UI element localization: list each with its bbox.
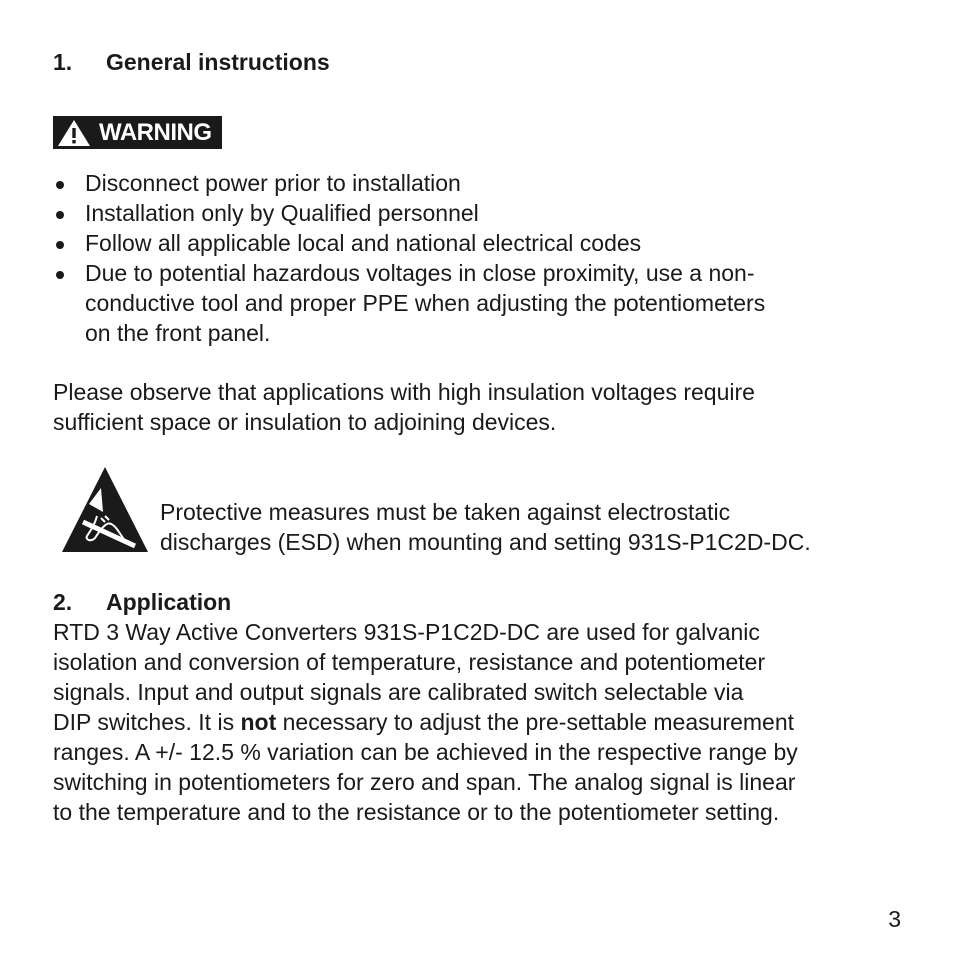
list-item-text: on the front panel. bbox=[85, 320, 271, 346]
insulation-note bbox=[53, 377, 755, 437]
bullet-dot bbox=[56, 271, 64, 279]
list-item bbox=[53, 228, 873, 258]
paragraph-line: sufficient space or insulation to adjoining devices. bbox=[53, 409, 557, 435]
section-number: 1. bbox=[53, 49, 73, 75]
application-paragraph bbox=[53, 617, 798, 827]
warning-label: WARNING bbox=[99, 118, 212, 146]
esd-warning-icon bbox=[61, 466, 149, 554]
esd-note bbox=[160, 497, 811, 557]
list-item bbox=[53, 168, 873, 198]
page-number: 3 bbox=[888, 906, 901, 932]
section-title: Application bbox=[106, 589, 232, 615]
paragraph-line: isolation and conversion of temperature, resistance and potentiometer bbox=[53, 649, 766, 675]
paragraph-text: necessary to adjust the pre-settable measurement bbox=[276, 709, 795, 735]
paragraph-text: DIP switches. It is bbox=[53, 709, 241, 735]
list-item bbox=[53, 198, 873, 228]
section-number: 2. bbox=[53, 589, 73, 615]
section-2-heading bbox=[53, 587, 231, 617]
section-1-heading bbox=[53, 47, 330, 77]
list-item-text: Due to potential hazardous voltages in close proximity, use a non- bbox=[85, 260, 755, 286]
section-title: General instructions bbox=[106, 49, 330, 75]
warning-triangle-icon bbox=[57, 119, 91, 147]
list-item-text: Installation only by Qualified personnel bbox=[85, 200, 479, 226]
paragraph-line: Please observe that applications with high insulation voltages require bbox=[53, 379, 755, 405]
bullet-dot bbox=[56, 211, 64, 219]
bullet-dot bbox=[56, 241, 64, 249]
list-item-text: conductive tool and proper PPE when adjusting the potentiometers bbox=[85, 290, 766, 316]
bullet-dot bbox=[56, 181, 64, 189]
safety-bullet-list bbox=[53, 168, 873, 348]
paragraph-line: discharges (ESD) when mounting and setting 931S-P1C2D-DC. bbox=[160, 529, 811, 555]
paragraph-line: RTD 3 Way Active Converters 931S-P1C2D-DC are used for galvanic bbox=[53, 619, 760, 645]
paragraph-line: switching in potentiometers for zero and span. The analog signal is linear bbox=[53, 769, 796, 795]
emphasis-text: not bbox=[240, 709, 277, 735]
paragraph-line: Protective measures must be taken against electrostatic bbox=[160, 499, 731, 525]
warning-badge bbox=[53, 116, 222, 149]
list-item-text: Follow all applicable local and national electrical codes bbox=[85, 230, 642, 256]
paragraph-line: ranges. A +/- 12.5 % variation can be achieved in the respective range by bbox=[53, 739, 798, 765]
paragraph-line: signals. Input and output signals are calibrated switch selectable via bbox=[53, 679, 744, 705]
paragraph-line: to the temperature and to the resistance or to the potentiometer setting. bbox=[53, 799, 780, 825]
list-item-text: Disconnect power prior to installation bbox=[85, 170, 461, 196]
list-item bbox=[53, 258, 873, 348]
